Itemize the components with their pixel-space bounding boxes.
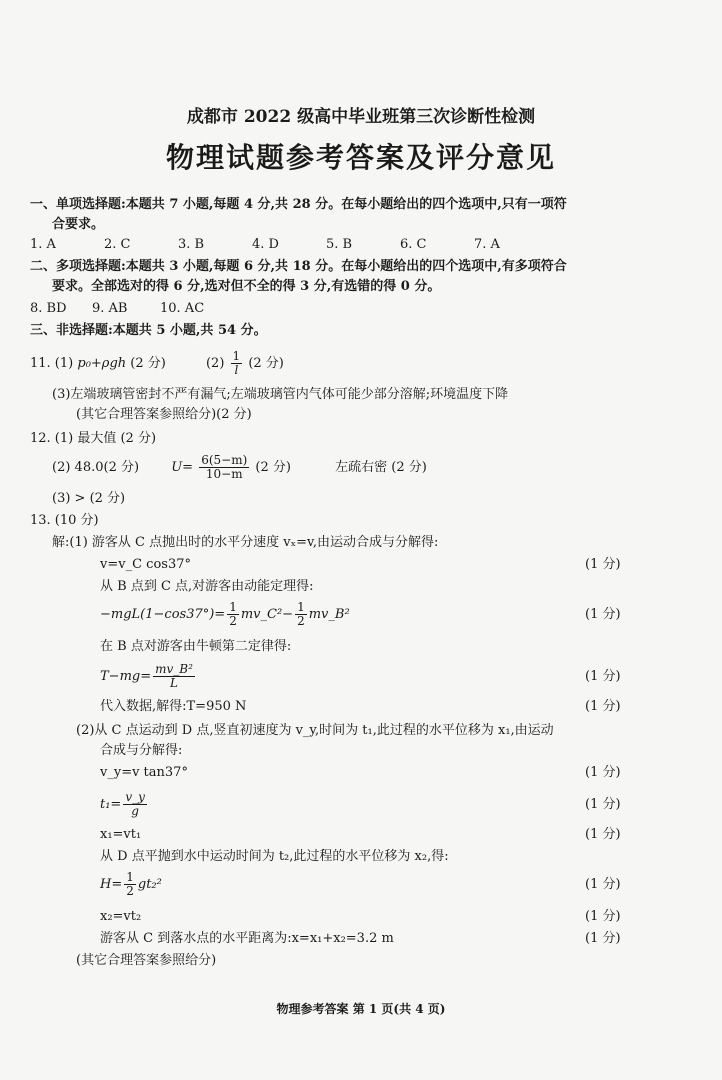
- q13-s5: (2)从 C 点运动到 D 点,竖直初速度为 v_y,时间为 t₁,此过程的水平位移为 x₁,由运动: [76, 723, 554, 738]
- q13-s1: 解:(1) 游客从 C 点抛出时的水平分速度 vₓ=v,由运动合成与分解得:: [52, 535, 439, 550]
- exam-title: 成都市 2022 级高中毕业班第三次诊断性检测: [186, 107, 536, 127]
- q13-eq3: T−mg= $\frac{\text{mv\_B²}}{L}$: [100, 662, 193, 690]
- q13-score-10: (1 分): [585, 931, 621, 946]
- q11-p2-score: (2 分): [248, 356, 284, 371]
- q13-score-6: (1 分): [585, 797, 621, 812]
- answer-3: 3. B: [178, 237, 205, 252]
- q13-score-3: (1 分): [585, 669, 621, 684]
- section2-heading-cont: 要求。全部选对的得 6 分,选对但不全的得 3 分,有选错的得 0 分。: [52, 279, 441, 294]
- answer-4: 4. D: [252, 237, 279, 252]
- q12-p2-u-score: (2 分): [255, 460, 291, 475]
- q12-part2: [52, 452, 427, 484]
- q12-p2-fraction: $\frac{6(5-m)}{10-m}$: [201, 453, 248, 481]
- q11-p1-score: (2 分): [130, 356, 166, 371]
- q11-p3-note: (其它合理答案参照给分)(2 分): [76, 407, 252, 422]
- answer-10: 10. AC: [160, 301, 205, 316]
- answer-9: 9. AB: [92, 301, 128, 316]
- answer-6: 6. C: [400, 237, 427, 252]
- q13-eq5: v_y=v tan37°: [100, 765, 188, 780]
- q11-p1-expr: p₀+ρgh: [77, 356, 127, 371]
- q12-p2-value: (2) 48.0(2 分): [52, 460, 140, 475]
- answer-7: 7. A: [474, 237, 500, 252]
- q13-eq6: t₁= $\frac{v\_y}{g}$: [100, 790, 145, 818]
- answer-1: 1. A: [30, 237, 56, 252]
- q11-p2-label: (2): [205, 356, 225, 371]
- q13-s6: 从 D 点平抛到水中运动时间为 t₂,此过程的水平位移为 x₂,得:: [100, 849, 449, 864]
- q12-p2-right: 左疏右密 (2 分): [335, 460, 427, 475]
- q12-part1: 12. (1) 最大值 (2 分): [30, 431, 157, 446]
- q13-eq9: x₂=vt₂: [100, 909, 142, 924]
- section1-heading-cont: 合要求。: [52, 217, 105, 232]
- page-footer: 物理参考答案 第 1 页(共 4 页): [276, 1002, 446, 1016]
- q13-eq2: −mgL(1−cos37°)= $\frac{1}{2}$ mv_C²− $\frac{1}{2}$ mv_B²: [100, 600, 350, 628]
- q13-s2: 从 B 点到 C 点,对游客由动能定理得:: [100, 579, 314, 594]
- q13-eq1: v=v_C cos37°: [100, 557, 191, 572]
- q13-s4: 代入数据,解得:T=950 N: [100, 699, 247, 714]
- q12-p2-u: U=: [171, 460, 194, 475]
- q13-s5-cont: 合成与分解得:: [100, 743, 183, 758]
- section1-heading: 一、单项选择题:本题共 7 小题,每题 4 分,共 28 分。在每小题给出的四个选项中,只有一项符: [30, 197, 567, 212]
- q13-score-2: (1 分): [585, 607, 621, 622]
- q13-score-8: (1 分): [585, 877, 621, 892]
- q13-score-5: (1 分): [585, 765, 621, 780]
- section2-heading: 二、多项选择题:本题共 3 小题,每题 6 分,共 18 分。在每小题给出的四个选项中,有多项符合: [30, 259, 567, 274]
- answer-8: 8. BD: [30, 301, 67, 316]
- answer-5: 5. B: [326, 237, 353, 252]
- q11-part1: [30, 350, 284, 377]
- q12-part3: (3) > (2 分): [52, 491, 126, 506]
- page-title: 物理试题参考答案及评分意见: [165, 141, 556, 174]
- answer-2: 2. C: [104, 237, 131, 252]
- section1-answers: [30, 236, 548, 254]
- q11-part3: (3)左端玻璃管密封不严有漏气;左端玻璃管内气体可能少部分溶解;环境温度下降: [52, 387, 509, 402]
- q13-s3: 在 B 点对游客由牛顿第二定律得:: [100, 639, 292, 654]
- q13-score-4: (1 分): [585, 699, 621, 714]
- q13-s7: 游客从 C 到落水点的水平距离为:x=x₁+x₂=3.2 m: [100, 931, 394, 946]
- q13-score-7: (1 分): [585, 827, 621, 842]
- q11-p2-fraction: $\frac{1}{l}$: [232, 349, 241, 377]
- q13-eq8: H= $\frac{1}{2}$ gt₂²: [100, 870, 162, 898]
- q13-heading: 13. (10 分): [30, 513, 99, 528]
- q13-note: (其它合理答案参照给分): [76, 953, 217, 968]
- q11-p1-label: 11. (1): [30, 356, 74, 371]
- q13-score-9: (1 分): [585, 909, 621, 924]
- q13-eq7: x₁=vt₁: [100, 827, 142, 842]
- section3-heading: 三、非选择题:本题共 5 小题,共 54 分。: [30, 323, 267, 338]
- q13-score-1: (1 分): [585, 557, 621, 572]
- section2-answers: [30, 300, 234, 318]
